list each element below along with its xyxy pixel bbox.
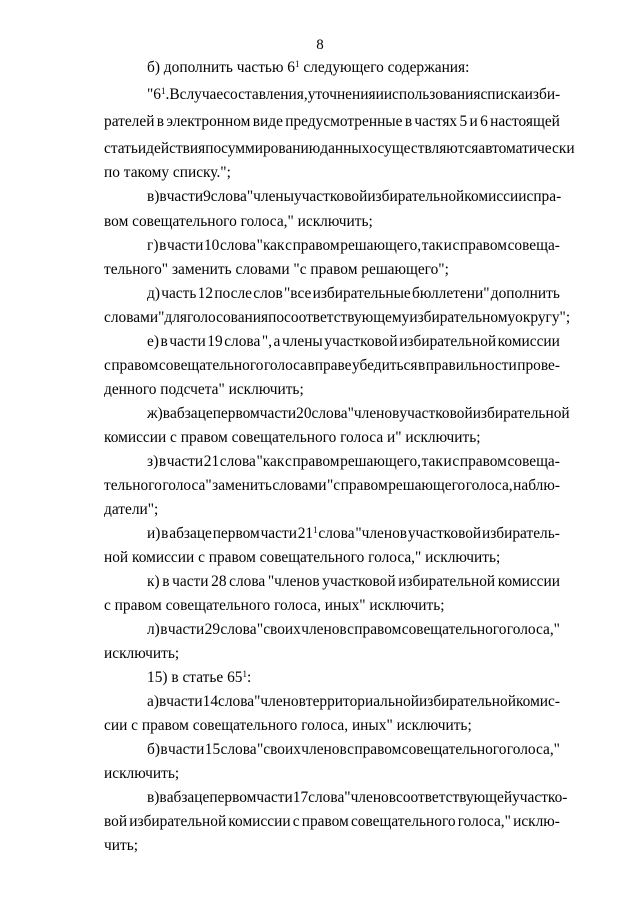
word: в — [160, 741, 168, 758]
word: голоса — [263, 357, 307, 374]
word: избирательной — [399, 333, 497, 350]
word: в — [404, 113, 413, 130]
word: 12 — [197, 285, 214, 302]
word: избирательной — [398, 573, 496, 590]
word: в — [159, 789, 167, 806]
word: часть — [161, 285, 197, 302]
line-text: вом совещательного голоса," исключить; — [104, 213, 373, 230]
word: части — [167, 621, 205, 638]
word: 15 — [204, 741, 221, 758]
word: совещательного — [350, 813, 456, 830]
word: 6 — [480, 113, 488, 130]
word: пра- — [533, 188, 562, 205]
line-text: денного подсчета" исключить; — [104, 381, 304, 398]
word: части — [166, 453, 204, 470]
word: ж) — [147, 405, 163, 422]
word: правом — [459, 237, 507, 254]
word: слова — [308, 789, 345, 806]
word: "$6^1$. — [147, 86, 170, 103]
word: в — [160, 333, 168, 350]
word: голосования — [186, 309, 269, 326]
text-line — [104, 835, 138, 856]
word: с — [526, 188, 534, 205]
word: вправе — [307, 357, 352, 374]
word: наблю- — [513, 477, 560, 494]
word: изби- — [524, 86, 561, 103]
word: в) — [147, 188, 160, 205]
word: с — [292, 813, 300, 830]
word: членов — [301, 741, 347, 758]
word: в — [156, 113, 165, 130]
word: "членов — [254, 693, 306, 710]
word: так — [421, 453, 443, 470]
word: "для — [158, 309, 187, 326]
word: списка — [480, 86, 525, 103]
word: первом — [212, 405, 260, 422]
word: голоса," — [457, 813, 511, 830]
line-text: чить; — [104, 837, 138, 854]
text-line — [104, 499, 158, 520]
word: "с — [326, 477, 341, 494]
text-line — [104, 162, 231, 183]
word: 5 — [459, 113, 468, 130]
word: "своих — [256, 621, 301, 638]
word: слова — [220, 621, 257, 638]
word: голоса," — [506, 741, 560, 758]
word: суммированию — [221, 140, 321, 157]
word: в — [162, 405, 171, 422]
word: автоматически — [478, 140, 575, 157]
word: частях — [414, 113, 458, 130]
word: "как — [256, 237, 285, 254]
word: "членов — [267, 573, 320, 590]
word: 28 — [211, 573, 227, 590]
line-text: : — [246, 669, 252, 686]
word: избирательной — [419, 693, 516, 710]
word: правом — [354, 741, 402, 758]
word: "все — [284, 285, 312, 302]
word: слова — [219, 237, 257, 254]
superscript: 1 — [242, 669, 247, 679]
line-text: сии с правом совещательного голоса, иных" исключить; — [104, 717, 472, 734]
word: избирательной — [367, 188, 465, 205]
text-line — [104, 811, 560, 832]
word: л) — [147, 621, 160, 638]
word: в — [417, 357, 426, 374]
word: электронном — [166, 113, 251, 130]
word: членов — [301, 621, 347, 638]
word: части — [259, 405, 297, 422]
word: слова — [311, 405, 348, 422]
word: комис- — [515, 693, 560, 710]
line-text: исключить; — [104, 765, 180, 782]
word: словами — [104, 309, 159, 326]
text-line — [104, 307, 571, 328]
word: и — [375, 86, 384, 103]
word: в — [159, 188, 167, 205]
text-line — [104, 379, 304, 400]
word: с — [285, 237, 292, 254]
word: совещательного — [401, 741, 507, 758]
word: 20 — [296, 405, 312, 422]
word: территориальной — [305, 693, 420, 710]
word: по — [268, 309, 285, 326]
word: рателей — [104, 113, 155, 130]
text-line — [104, 763, 179, 784]
word: совеща- — [507, 453, 560, 470]
line-text: следующего содержания: — [299, 59, 470, 76]
word: по — [205, 140, 222, 157]
word: "членов — [355, 525, 408, 542]
word: голоса, — [465, 477, 513, 494]
word: комиссии — [464, 188, 527, 205]
text-line — [104, 643, 179, 664]
word: д) — [147, 285, 160, 302]
word: правом — [354, 621, 402, 638]
word: правом — [301, 813, 349, 830]
word: исклю- — [513, 813, 560, 830]
word: уточнения — [307, 86, 376, 103]
superscript: 1 — [313, 525, 318, 535]
word: абзаце — [166, 789, 210, 806]
word: в — [161, 525, 169, 542]
word: с — [284, 453, 292, 470]
word: правом — [340, 477, 388, 494]
word: решающего — [388, 477, 466, 494]
word: использования — [383, 86, 481, 103]
word: и — [443, 453, 452, 470]
word: комиссии — [497, 573, 560, 590]
word: вой — [104, 813, 128, 830]
word: бюллетени" — [412, 285, 490, 302]
word: абзаце — [169, 525, 212, 542]
text-line — [147, 186, 560, 207]
text-line — [104, 259, 449, 280]
word: совещательного — [158, 357, 264, 374]
word: соответствующей — [396, 789, 513, 806]
word: части — [166, 237, 204, 254]
word: данных — [320, 140, 370, 157]
word: е) — [147, 333, 159, 350]
word: слова — [218, 693, 255, 710]
text-line — [147, 57, 469, 78]
word: з) — [147, 453, 159, 470]
word: части — [256, 789, 293, 806]
word: с — [104, 357, 111, 374]
word: правильности — [425, 357, 517, 374]
word: комиссии — [497, 333, 560, 350]
word: в) — [147, 789, 160, 806]
word: 19 — [207, 333, 223, 350]
word: решающего, — [340, 237, 422, 254]
word: тельного — [104, 477, 162, 494]
text-line — [104, 715, 472, 736]
word: "членов — [344, 789, 397, 806]
word: $21^1$ — [297, 525, 318, 542]
word: правом — [111, 357, 159, 374]
word: действия — [146, 140, 206, 157]
line-text: 15) в статье 65 — [147, 669, 243, 686]
word: "своих — [257, 741, 301, 758]
word: участковой — [294, 188, 368, 205]
text-line — [104, 111, 560, 132]
text-line — [104, 355, 560, 376]
line-text: ной комиссии с правом совещательного голоса," исключить; — [104, 549, 501, 566]
word: слова — [210, 188, 247, 205]
word: а) — [147, 693, 159, 710]
word: голоса," — [506, 621, 560, 638]
line-text: датели"; — [104, 501, 159, 518]
word: слов — [253, 285, 283, 302]
word: части — [172, 573, 209, 590]
word: части — [166, 693, 203, 710]
word: после — [214, 285, 252, 302]
word: убедиться — [351, 357, 418, 374]
word: слова — [219, 453, 256, 470]
word: члены — [281, 333, 323, 350]
text-line — [147, 739, 560, 760]
word: ", — [261, 333, 272, 350]
word: прове- — [517, 357, 560, 374]
word: б) — [147, 741, 160, 758]
word: в — [158, 693, 167, 710]
word: совеща- — [507, 237, 560, 254]
text-line — [104, 427, 481, 448]
word: словами — [272, 477, 327, 494]
word: 14 — [202, 693, 219, 710]
word: части — [168, 741, 205, 758]
word: в — [159, 237, 167, 254]
text-line — [147, 667, 251, 688]
word: к) — [147, 573, 160, 590]
word: избирательной — [129, 813, 227, 830]
text-line — [104, 547, 500, 568]
text-line — [104, 475, 560, 496]
page-number: 8 — [316, 37, 324, 53]
word: слова — [318, 525, 355, 542]
word: и — [469, 113, 478, 130]
text-line — [104, 595, 445, 616]
word: слова — [229, 573, 266, 590]
word: округу"; — [515, 309, 571, 326]
word: виде — [252, 113, 283, 130]
word: предусмотренные — [285, 113, 403, 130]
text-line — [147, 235, 560, 256]
word: участковой — [399, 405, 473, 422]
word: заменить — [212, 477, 272, 494]
line-text: с правом совещательного голоса, иных" исключить; — [104, 597, 445, 614]
word: с — [347, 741, 354, 758]
word: в — [160, 621, 168, 638]
text-line — [147, 331, 560, 352]
word: голоса" — [162, 477, 212, 494]
word: правом — [292, 237, 340, 254]
word: участко- — [512, 789, 568, 806]
word: так — [421, 237, 443, 254]
word: абзаце — [170, 405, 213, 422]
word: избирательные — [312, 285, 411, 302]
line-text: по такому списку."; — [104, 164, 231, 181]
text-line — [147, 84, 560, 105]
line-text: исключить; — [104, 645, 180, 662]
text-line — [147, 523, 560, 544]
word: первом — [209, 789, 257, 806]
text-line — [147, 691, 560, 712]
word: "члены — [246, 188, 294, 205]
word: с — [452, 237, 460, 254]
word: участковой — [322, 573, 396, 590]
word: слова — [220, 741, 257, 758]
text-line — [147, 619, 560, 640]
word: в — [162, 573, 170, 590]
word: дополнить — [490, 285, 560, 302]
word: первом — [212, 525, 260, 542]
word: в — [158, 453, 167, 470]
word: а — [273, 333, 281, 350]
text-line — [147, 283, 560, 304]
word: участковой — [324, 333, 398, 350]
word: правом — [292, 453, 340, 470]
word: части — [260, 525, 297, 542]
word: 9 — [203, 188, 211, 205]
line-text: тельного" заменить словами "с правом решающего"; — [104, 261, 449, 278]
word: с — [347, 621, 354, 638]
word: составления, — [223, 86, 308, 103]
text-line — [147, 571, 560, 592]
superscript: 1 — [160, 86, 166, 96]
word: комиссии — [228, 813, 291, 830]
word: слова — [224, 333, 261, 350]
text-line — [147, 403, 570, 424]
word: решающего, — [340, 453, 422, 470]
word: случае — [179, 86, 224, 103]
text-line — [104, 211, 373, 232]
word: правом — [459, 453, 507, 470]
word: и — [443, 237, 452, 254]
word: 10 — [203, 237, 220, 254]
word: участковой — [407, 525, 482, 542]
word: "членов — [347, 405, 400, 422]
word: соответствующему — [284, 309, 410, 326]
line-text: б) дополнить частью 6 — [147, 59, 295, 76]
line-text: комиссии с правом совещательного голоса и" исключить; — [104, 429, 481, 446]
word: В — [169, 86, 180, 103]
text-line — [104, 138, 575, 159]
word: 17 — [292, 789, 309, 806]
word: избирательной — [472, 405, 570, 422]
text-line — [147, 451, 560, 472]
word: 21 — [203, 453, 220, 470]
word: части — [166, 188, 204, 205]
word: 29 — [204, 621, 221, 638]
superscript: 1 — [295, 59, 300, 69]
word: с — [452, 453, 460, 470]
word: избирательному — [409, 309, 516, 326]
word: и) — [147, 525, 161, 542]
word: совещательного — [401, 621, 507, 638]
text-line — [147, 787, 568, 808]
word: г) — [147, 237, 159, 254]
word: настоящей — [490, 113, 560, 130]
word: статьи — [104, 140, 147, 157]
word: части — [169, 333, 206, 350]
word: "как — [256, 453, 285, 470]
word: избиратель- — [481, 525, 560, 542]
word: осуществляются — [369, 140, 479, 157]
